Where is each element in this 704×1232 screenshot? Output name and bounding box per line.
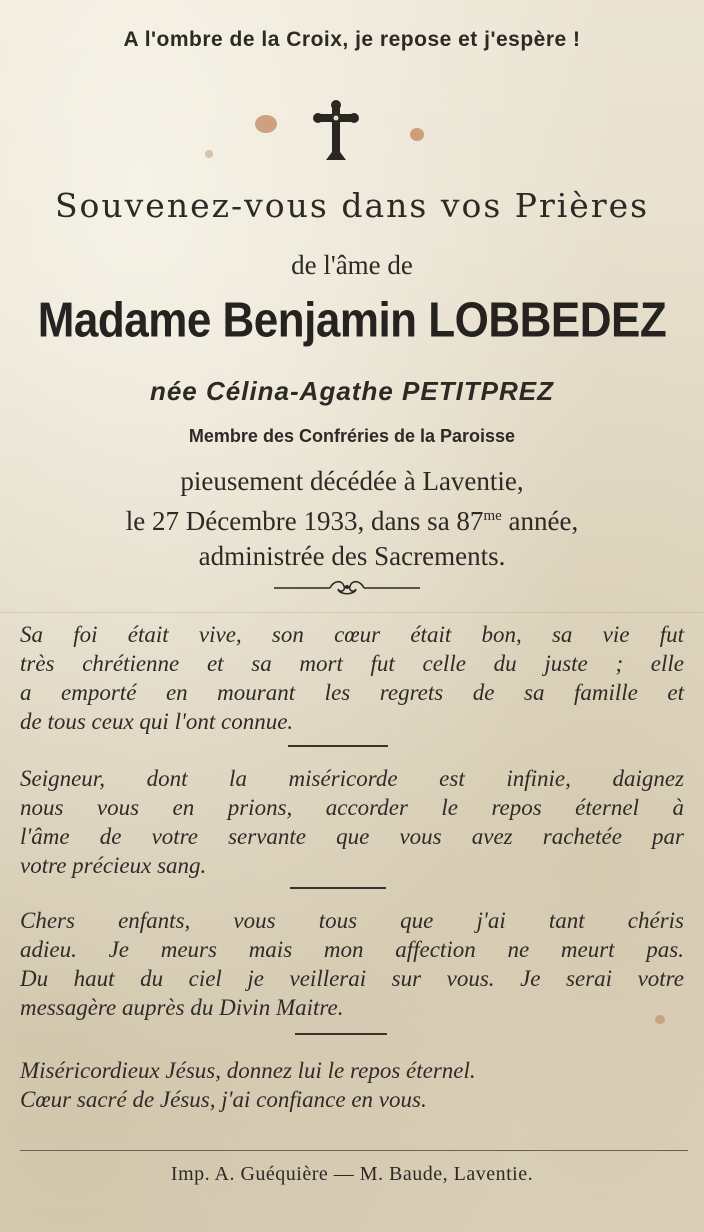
printer-credit: Imp. A. Guéquière — M. Baude, Laventie. [170,1163,534,1185]
divider [290,887,386,889]
soul-line: de l'âme de [291,250,413,280]
text-line: adieu. Je meurs mais mon affection ne meurt pas. [20,937,684,962]
stain-mark [255,115,277,133]
text-line: de tous ceux qui l'ont connue. [20,709,294,734]
text-line: très chrétienne et sa mort fut celle du juste ; elle [20,651,684,676]
ordinal-suffix: me [483,508,502,524]
text-line: Seigneur, dont la miséricorde est infinie, daignez [20,766,684,791]
cross-icon [312,100,360,164]
paper-crease [0,612,704,613]
text-line: Du haut du ciel je veillerai sur vous. Je serai votre [20,966,684,991]
text-line: Chers enfants, vous tous que j'ai tant chéris [20,908,684,933]
death-line-2 [0,499,704,539]
text-line: l'âme de votre servante que vous avez rachetée par [20,824,684,849]
death-line-1: pieusement décédée à Laventie, [180,466,524,496]
footer-rule [20,1150,688,1151]
stain-mark [410,128,424,141]
text-line: Sa foi était vive, son cœur était bon, sa vie fut [20,622,684,647]
birth-name: née Célina-Agathe PETITPREZ [149,376,555,406]
death-notice [0,464,704,574]
paragraph-faith [20,620,684,736]
text-line: Miséricordieux Jésus, donnez lui le repos éternel. [20,1058,476,1083]
death-line-2-text: le 27 Décembre 1933, dans sa 87 [125,506,484,536]
scroll-ornament-icon [272,577,422,597]
prayer-heading: Souvenez-vous dans vos Prières [54,186,650,225]
text-line: votre précieux sang. [20,853,207,878]
divider [288,745,388,747]
membership-line: Membre des Confréries de la Paroisse [188,426,516,446]
motto: A l'ombre de la Croix, je repose et j'espère ! [123,28,581,51]
death-line-3: administrée des Sacrements. [198,541,506,571]
paragraph-prayer [20,764,684,880]
text-line: messagère auprès du Divin Maitre. [20,995,344,1020]
text-line: Cœur sacré de Jésus, j'ai confiance en vous. [20,1087,427,1112]
death-line-2-end: année, [501,506,579,536]
stain-mark [205,150,213,158]
text-line: nous vous en prions, accorder le repos éternel à [20,795,684,820]
divider [295,1033,387,1035]
text-line: a emporté en mourant les regrets de sa famille et [20,680,684,705]
paragraph-invocation [20,1056,684,1114]
paragraph-farewell [20,906,684,1022]
deceased-name: Madame Benjamin LOBBEDEZ [37,293,667,348]
